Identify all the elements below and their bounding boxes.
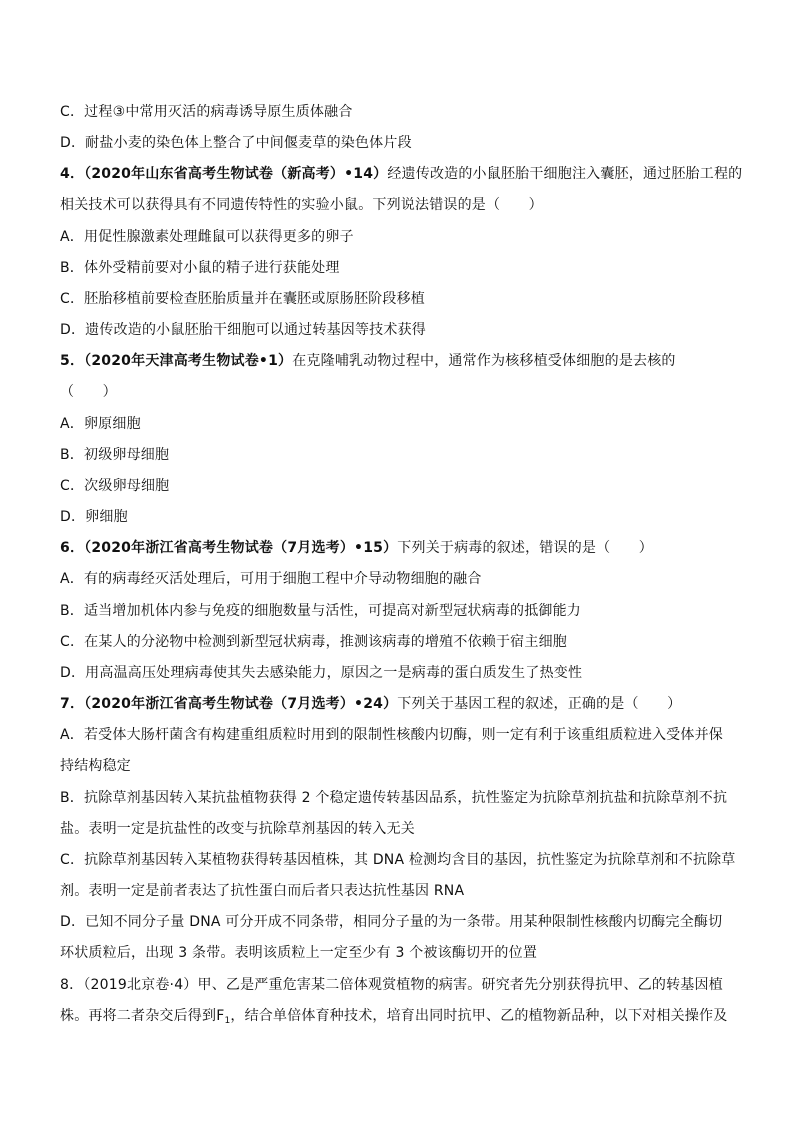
q5-option-a: A．卵原细胞 [60,416,141,432]
q4-option-b: B．体外受精前要对小鼠的精子进行获能处理 [60,260,340,276]
q4-option-c: C．胚胎移植前要检查胚胎质量并在囊胚或原肠胚阶段移植 [60,291,425,307]
q6-option-c: C．在某人的分泌物中检测到新型冠状病毒，推测该病毒的增殖不依赖于宿主细胞 [60,634,567,650]
q3-option-d: D．耐盐小麦的染色体上整合了中间偃麦草的染色体片段 [60,135,412,151]
q5-number: 5． [60,353,85,369]
q6-stem-line1 [60,538,750,558]
q4-source: （2020年山东省高考生物试卷（新高考）•14） [84,166,388,182]
q7-stem-text: 下列关于基因工程的叙述，正确的是（ ） [397,696,682,712]
q7-option-d-line1: D．已知不同分子量 DNA 可分开成不同条带，相同分子量的为一条带。用某种限制性核酸内切酶完全酶切 [60,914,723,930]
q7-option-b-line1: B．抗除草剂基因转入某抗盐植物获得 2 个稳定遗传转基因品系，抗性鉴定为抗除草剂抗盐和抗除草剂不抗 [60,790,728,806]
q4-option-d: D．遗传改造的小鼠胚胎干细胞可以通过转基因等技术获得 [60,322,426,338]
q6-stem-text: 下列关于病毒的叙述，错误的是（ ） [397,540,653,556]
q8-stem-line2-pre: 株。再将二者杂交后得到F [60,1008,225,1024]
q8-stem-line2-post: ，结合单倍体育种技术，培育出同时抗甲、乙的植物新品种，以下对相关操作及 [230,1008,728,1024]
q7-option-c-line1: C．抗除草剂基因转入某植物获得转基因植株，其 DNA 检测均含目的基因，抗性鉴定为抗除草剂和不抗除草 [60,852,736,868]
q8-stem-line1 [60,975,750,995]
q7-option-c-line2: 剂。表明一定是前者表达了抗性蛋白而后者只表达抗性基因 RNA [60,883,465,899]
q4-stem-text: 经遗传改造的小鼠胚胎干细胞注入囊胚，通过胚胎工程的 [387,166,743,182]
q5-option-c: C．次级卵母细胞 [60,478,170,494]
q7-option-a-line2: 持结构稳定 [60,758,131,774]
q5-stem-text: 在克隆哺乳动物过程中，通常作为核移植受体细胞的是去核的 [292,353,676,369]
q6-option-d: D．用高温高压处理病毒使其失去感染能力，原因之一是病毒的蛋白质发生了热变性 [60,665,583,681]
q8-stem-text: 甲、乙是严重危害某二倍体观赏植物的病害。研究者先分别获得抗甲、乙的转基因植 [197,977,723,993]
q7-option-d-line2: 环状质粒后，出现 3 条带。表明该质粒上一定至少有 3 个被该酶切开的位置 [60,945,538,961]
q8-stem-line2 [60,1006,750,1026]
q7-stem-line1 [60,694,750,714]
q8-number: 8． [60,977,84,993]
q7-number: 7． [60,696,85,712]
q6-source: （2020年浙江省高考生物试卷（7月选考）•15） [84,540,398,556]
q5-stem-line1 [60,351,750,371]
q7-option-b-line2: 盐。表明一定是抗盐性的改变与抗除草剂基因的转入无关 [60,821,415,837]
q5-stem-line2: （ ） [60,384,117,400]
q4-stem-line2: 相关技术可以获得具有不同遗传特性的实验小鼠。下列说法错误的是（ ） [60,197,543,213]
q3-option-c: C．过程③中常用灭活的病毒诱导原生质体融合 [60,104,353,120]
q7-option-a-line1: A．若受体大肠杆菌含有构建重组质粒时用到的限制性核酸内切酶，则一定有利于该重组质粒进入受体并保 [60,727,723,743]
q4-stem-line1 [60,164,750,184]
q6-number: 6． [60,540,85,556]
q8-source: （2019北京卷·4） [83,977,198,993]
q5-source: （2020年天津高考生物试卷•1） [84,353,293,369]
q5-option-d: D．卵细胞 [60,509,128,525]
q4-number: 4． [60,166,85,182]
q8-stem-line2-sub: 1 [224,1016,231,1026]
q6-option-a: A．有的病毒经灭活处理后，可用于细胞工程中介导动物细胞的融合 [60,571,482,587]
q6-option-b: B．适当增加机体内参与免疫的细胞数量与活性，可提高对新型冠状病毒的抵御能力 [60,603,582,619]
q5-option-b: B．初级卵母细胞 [60,447,170,463]
q7-source: （2020年浙江省高考生物试卷（7月选考）•24） [84,696,398,712]
q4-option-a: A．用促性腺激素处理雌鼠可以获得更多的卵子 [60,229,354,245]
